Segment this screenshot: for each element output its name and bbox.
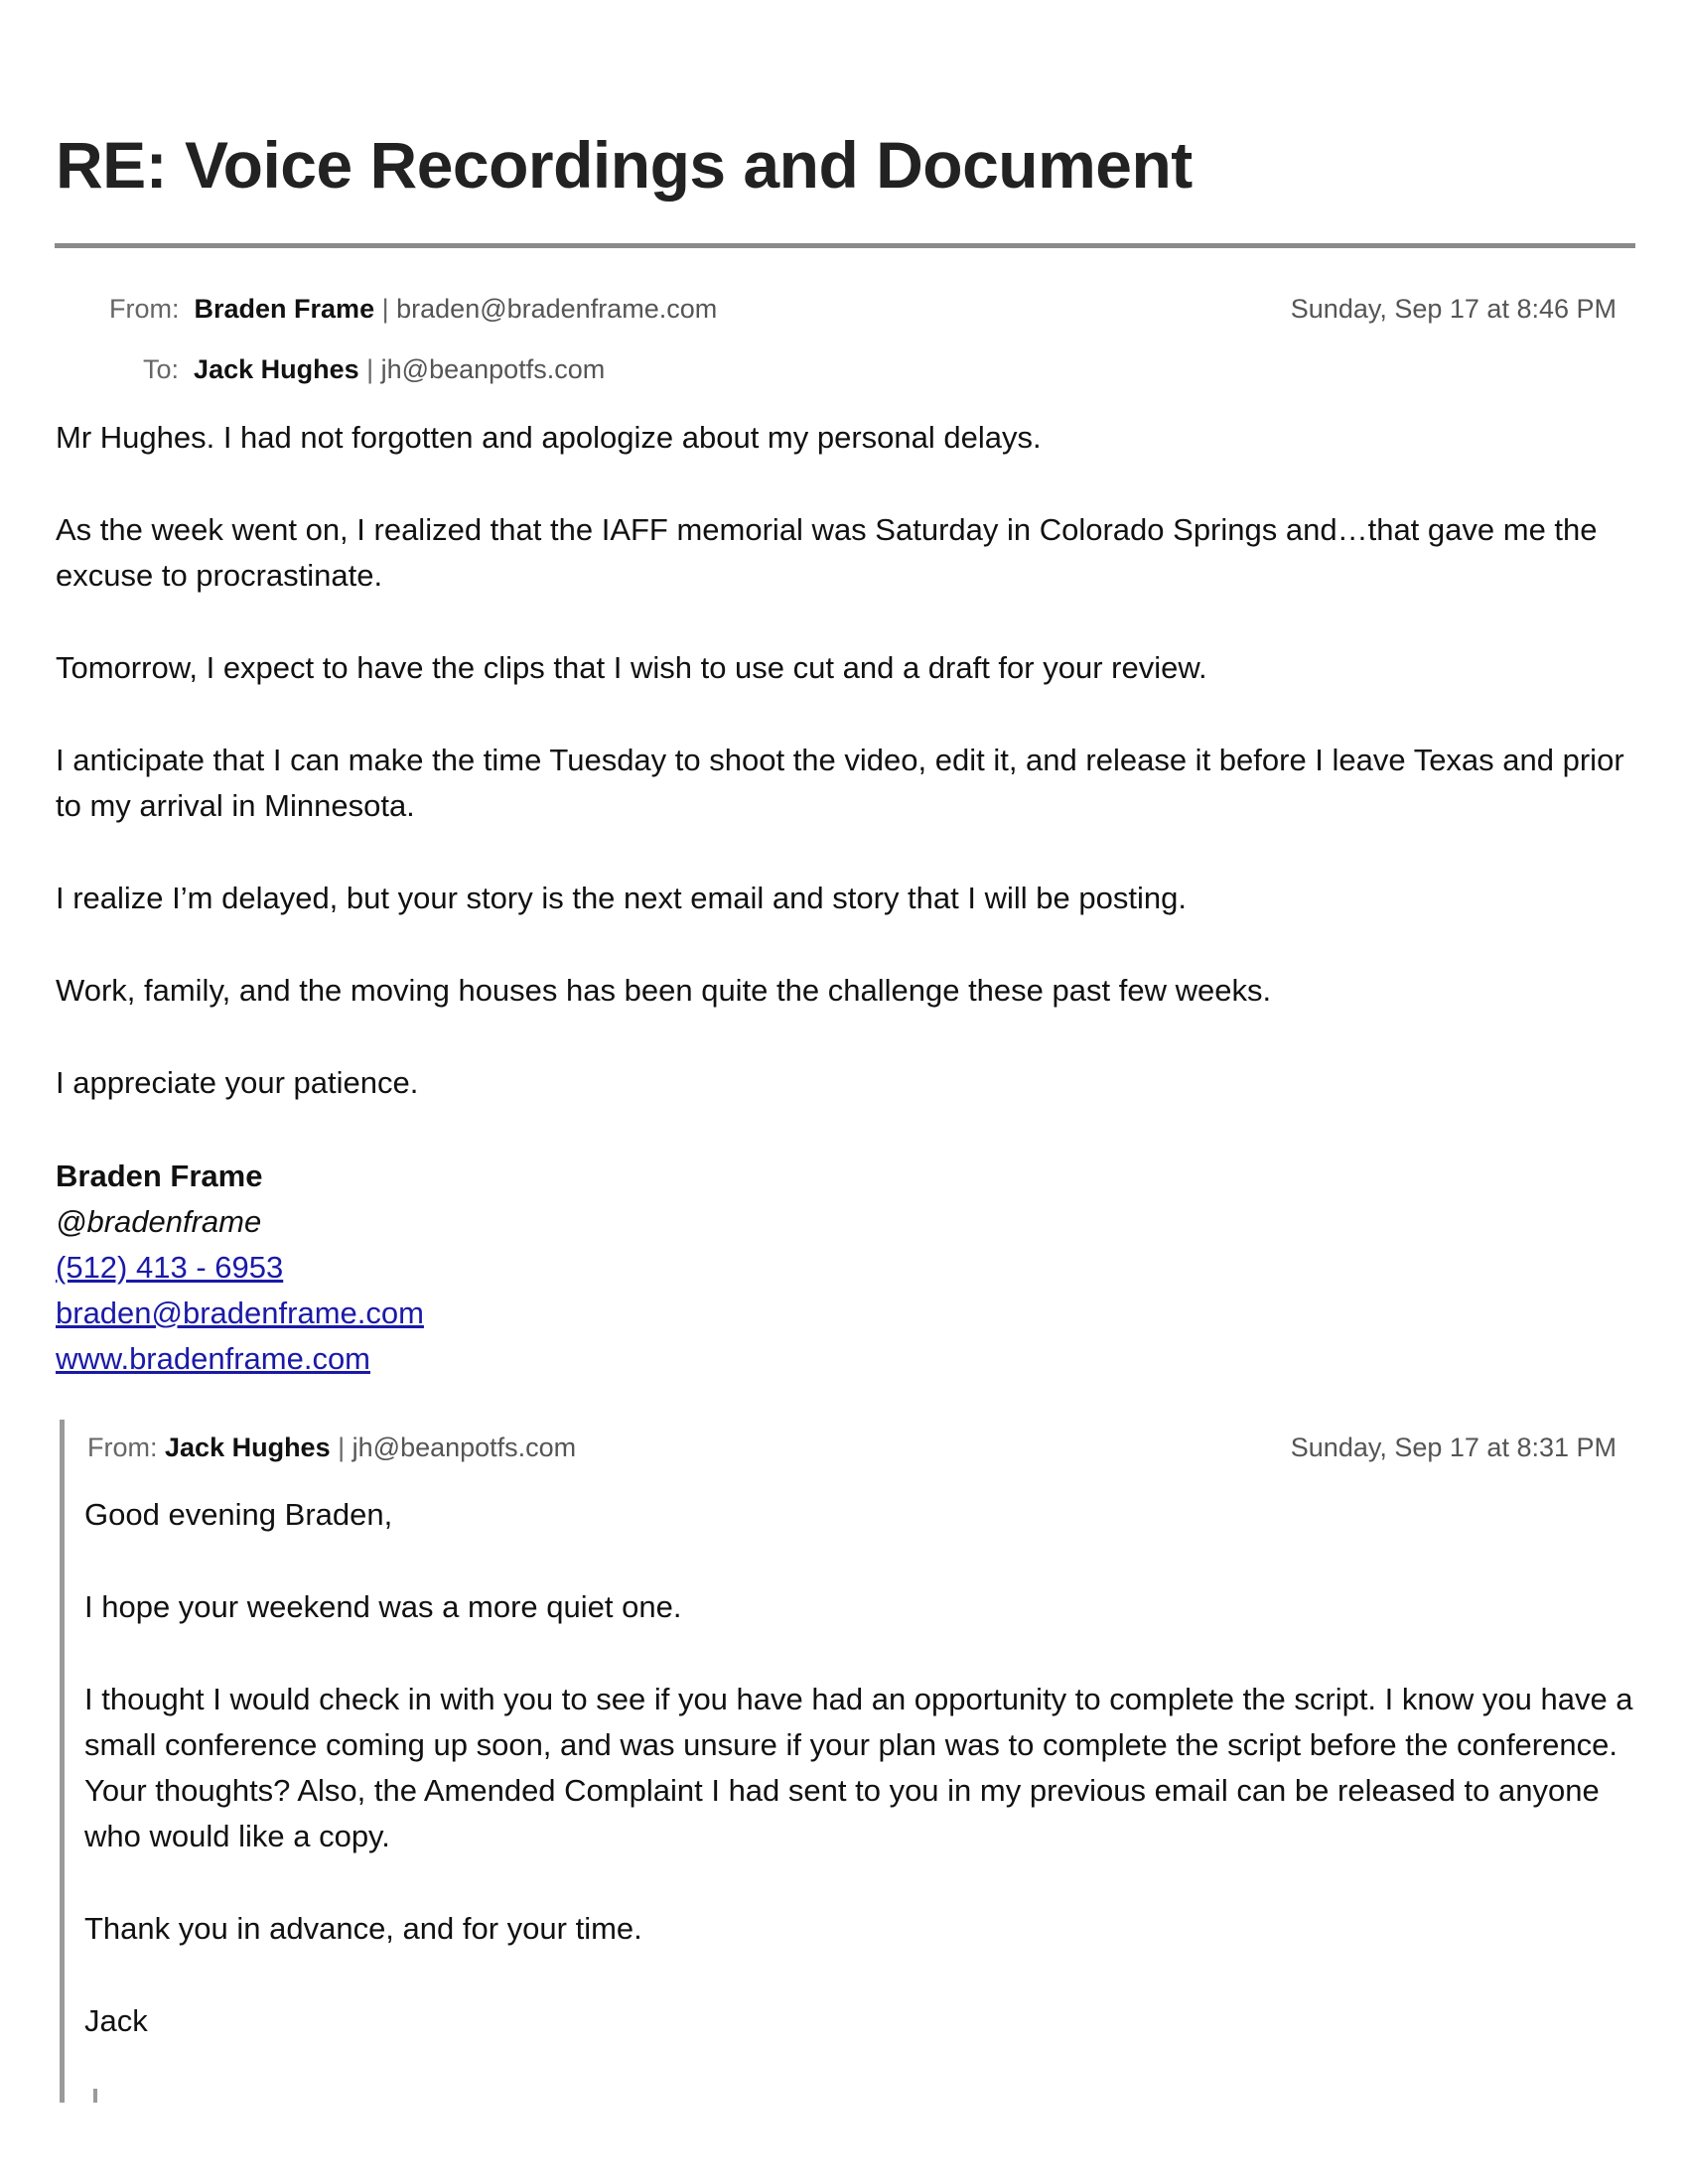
message-date: Sunday, Sep 17 at 8:46 PM: [1290, 294, 1617, 324]
header-divider: [55, 243, 1635, 248]
message-paragraph: I anticipate that I can make the time Tuesday to shoot the video, edit it, and release it before I leave Texas and prior to my arrival in Minnesota.: [56, 743, 1624, 823]
quoted-from-email[interactable]: jh@beanpotfs.com: [352, 1433, 577, 1462]
message-body: [56, 415, 1644, 1153]
quoted-paragraph: Good evening Braden,: [84, 1497, 393, 1532]
from-name[interactable]: Braden Frame: [194, 294, 375, 324]
to-name[interactable]: Jack Hughes: [194, 354, 359, 384]
to-row: [143, 352, 605, 386]
quoted-paragraph: I thought I would check in with you to see if you have had an opportunity to complete the script. I know you have a small conference coming up soon, and was unsure if your plan was to complete the script before the conference. Your thoughts? Also, the Amended Complaint I had sent to you in my previous email can be released to anyone who would like a copy.: [84, 1682, 1633, 1853]
signature-email-link[interactable]: braden@bradenframe.com: [56, 1296, 424, 1330]
message-paragraph: I realize I’m delayed, but your story is the next email and story that I will be posting.: [56, 881, 1187, 915]
quoted-paragraph: I hope your weekend was a more quiet one.: [84, 1589, 682, 1624]
from-separator: |: [381, 294, 389, 324]
quoted-date: Sunday, Sep 17 at 8:31 PM: [1290, 1433, 1617, 1462]
from-row: [109, 292, 717, 326]
quoted-paragraph: Thank you in advance, and for your time.: [84, 1911, 642, 1946]
quoted-from-separator: |: [338, 1433, 346, 1462]
quoted-from-row: [87, 1431, 576, 1464]
message-paragraph: I appreciate your patience.: [56, 1065, 419, 1100]
quote-end-mark: [93, 2089, 97, 2103]
message-paragraph: As the week went on, I realized that the IAFF memorial was Saturday in Colorado Springs and…that gave me the excuse to procrastinate.: [56, 512, 1598, 593]
from-label: From:: [109, 294, 180, 324]
signature-website-link[interactable]: www.bradenframe.com: [56, 1341, 371, 1376]
message-paragraph: Work, family, and the moving houses has been quite the challenge these past few weeks.: [56, 973, 1272, 1008]
to-email[interactable]: jh@beanpotfs.com: [380, 354, 606, 384]
quoted-from-name[interactable]: Jack Hughes: [165, 1433, 331, 1462]
message-paragraph: Tomorrow, I expect to have the clips that I wish to use cut and a draft for your review.: [56, 650, 1207, 685]
to-label: To:: [143, 354, 180, 384]
email-subject: RE: Voice Recordings and Document: [56, 128, 1193, 202]
to-separator: |: [366, 354, 374, 384]
from-email[interactable]: braden@bradenframe.com: [396, 294, 718, 324]
quoted-body: [84, 1492, 1633, 2091]
quote-bar: [60, 1420, 65, 2103]
signature-block: [56, 1154, 424, 1382]
signature-name: Braden Frame: [56, 1159, 263, 1193]
signature-handle: @bradenframe: [56, 1204, 262, 1239]
quoted-paragraph: Jack: [84, 2003, 148, 2038]
message-paragraph: Mr Hughes. I had not forgotten and apologize about my personal delays.: [56, 420, 1042, 455]
signature-phone-link[interactable]: (512) 413 - 6953: [56, 1250, 284, 1285]
quoted-from-label: From:: [87, 1433, 158, 1462]
